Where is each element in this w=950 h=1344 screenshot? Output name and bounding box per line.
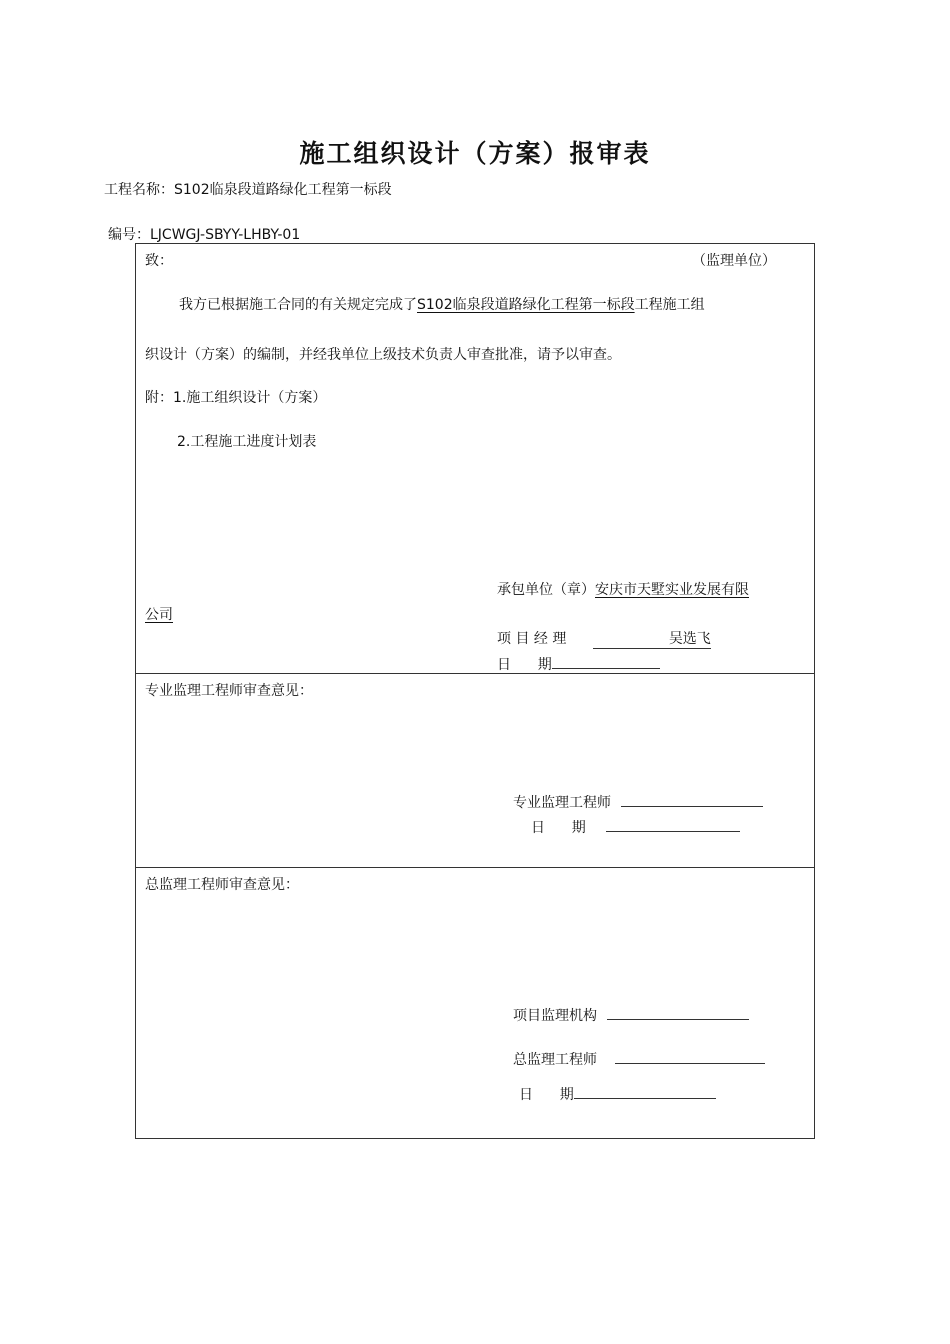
attachment-item-1: 1.施工组织设计（方案） <box>173 390 327 406</box>
chief-engineer-label: 总监理工程师 <box>513 1052 597 1068</box>
project-name-value: S102临泉段道路绿化工程第一标段 <box>174 182 392 198</box>
chief-review-heading: 总监理工程师审查意见： <box>145 877 299 893</box>
specialist-date-label: 日 期 <box>531 820 586 836</box>
specialist-engineer-blank <box>621 792 763 807</box>
submission-paragraph-line1 <box>179 294 705 314</box>
contractor-date-blank <box>552 654 660 669</box>
contractor-date-label: 日 期 <box>497 657 552 673</box>
chief-engineer-row <box>513 1049 765 1069</box>
contractor-row <box>497 579 749 599</box>
chief-date-row <box>519 1084 716 1104</box>
section-divider-1 <box>135 673 815 674</box>
chief-date-label: 日 期 <box>519 1087 574 1103</box>
supervision-unit-label: （监理单位） <box>692 253 776 269</box>
supervision-org-blank <box>607 1005 749 1020</box>
page-title: 施工组织设计（方案）报审表 <box>299 139 651 168</box>
project-name-row <box>104 179 392 199</box>
attachment-item-2: 2.工程施工进度计划表 <box>177 434 317 450</box>
form-number-value: LJCWGJ-SBYY-LHBY-01 <box>150 227 301 243</box>
project-name-label: 工程名称： <box>104 182 174 198</box>
paragraph-project-name: S102临泉段道路绿化工程第一标段 <box>417 297 635 313</box>
project-manager-row <box>497 628 711 649</box>
project-manager-name: 吴选飞 <box>593 628 711 649</box>
submission-paragraph-line2: 织设计（方案）的编制，并经我单位上级技术负责人审查批准，请予以审查。 <box>145 347 621 363</box>
specialist-engineer-label: 专业监理工程师 <box>513 795 611 811</box>
paragraph-suffix: 工程施工组 <box>634 297 705 313</box>
contractor-date-row <box>497 654 660 674</box>
supervision-org-label: 项目监理机构 <box>513 1008 597 1024</box>
contractor-label: 承包单位（章） <box>497 582 595 598</box>
specialist-engineer-row <box>513 792 763 812</box>
paragraph-prefix: 我方已根据施工合同的有关规定完成了 <box>179 297 417 313</box>
section-divider-2 <box>135 867 815 868</box>
form-number-label: 编号： <box>108 227 150 243</box>
chief-date-blank <box>574 1084 716 1099</box>
contractor-name-continued: 公司 <box>145 607 173 623</box>
form-number-row <box>108 224 300 244</box>
attachment-row-1 <box>145 387 326 407</box>
supervision-org-row <box>513 1005 749 1025</box>
chief-engineer-blank <box>615 1049 765 1064</box>
to-label: 致： <box>145 253 173 269</box>
specialist-date-row <box>531 817 740 837</box>
attachment-label: 附： <box>145 390 173 406</box>
specialist-review-heading: 专业监理工程师审查意见： <box>145 683 313 699</box>
specialist-date-blank <box>606 817 740 832</box>
contractor-name: 安庆市天墅实业发展有限 <box>595 582 749 598</box>
project-manager-label: 项 目 经 理 <box>497 631 567 647</box>
